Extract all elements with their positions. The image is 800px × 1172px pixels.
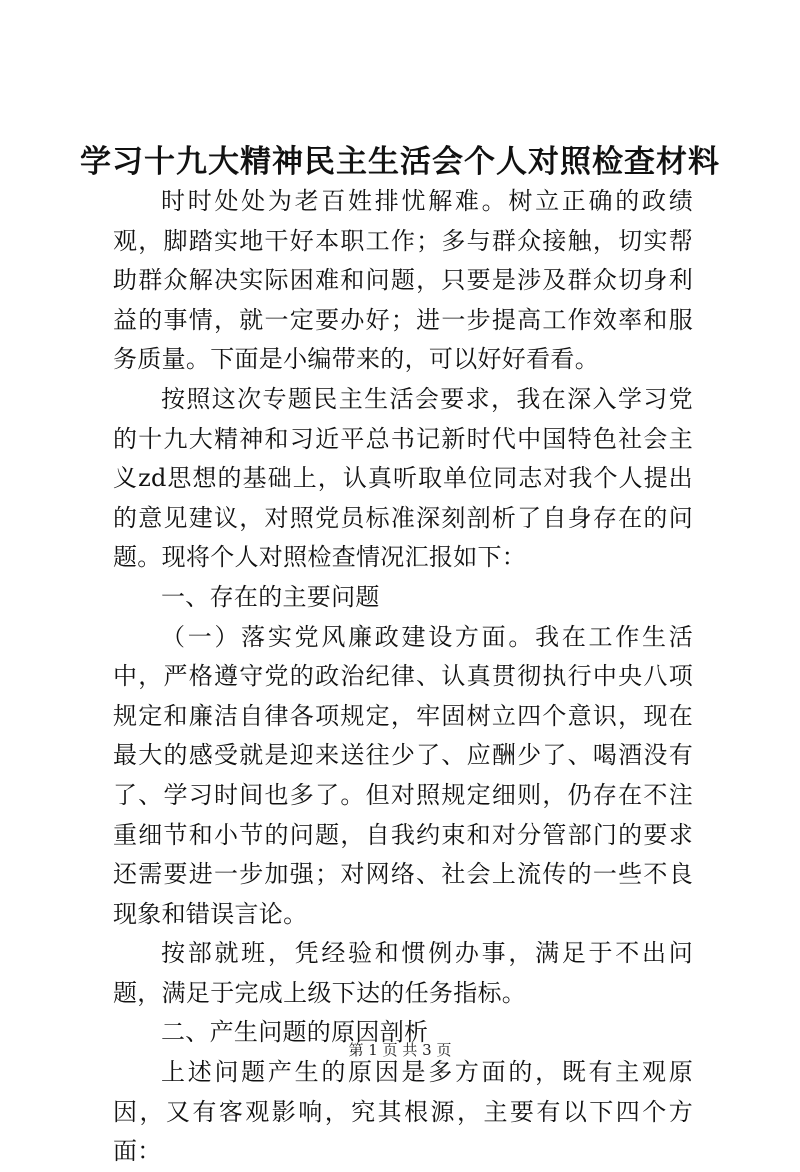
section-heading-problems: 一、存在的主要问题 (161, 582, 380, 611)
paragraph-causes: 上述问题产生的原因是多方面的，既有主观原因，又有客观影响，究其根源，主要有以下四个方面： (113, 1058, 693, 1166)
paragraph-intro: 时时处处为老百姓排忧解难。树立正确的政绩观，脚踏实地干好本职工作；多与群众接触，切实帮助群众解决实际困难和问题，只要是涉及群众切身利益的事情，就一定要办好；进一步提高工作效率和服务质量。下面是小编带来的，可以好好看看。 (113, 187, 693, 374)
section-heading-causes: 二、产生问题的原因剖析 (161, 1018, 429, 1047)
document-body (113, 182, 693, 1172)
paragraph-routine: 按部就班，凭经验和惯例办事，满足于不出问题，满足于完成上级下达的任务指标。 (113, 939, 693, 1007)
page-footer: 第 1 页 共 3 页 (348, 1041, 452, 1059)
paragraph-overview: 按照这次专题民主生活会要求，我在深入学习党的十九大精神和习近平总书记新时代中国特色社会主义zd思想的基础上，认真听取单位同志对我个人提出的意见建议，对照党员标准深刻剖析了自身存在的问题。现将个人对照检查情况汇报如下： (113, 384, 693, 572)
paragraph-integrity: （一）落实党风廉政建设方面。我在工作生活中，严格遵守党的政治纪律、认真贯彻执行中央八项规定和廉洁自律各项规定，牢固树立四个意识，现在最大的感受就是迎来送往少了、应酬少了、喝酒没有了、学习时间也多了。但对照规定细则，仍存在不注重细节和小节的问题，自我约束和对分管部门的要求还需要进一步加强；对网络、社会上流传的一些不良现象和错误言论。 (113, 622, 693, 928)
document-title: 学习十九大精神民主生活会个人对照检查材料 (80, 144, 720, 180)
